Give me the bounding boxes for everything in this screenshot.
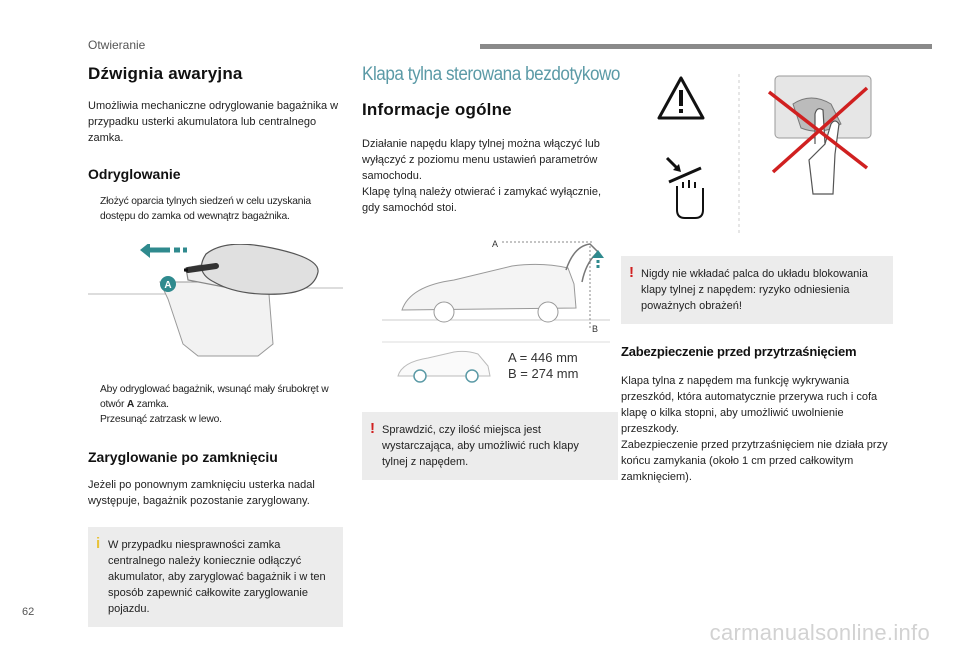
- emergency-lever-title: Dźwignia awaryjna: [88, 64, 243, 83]
- emergency-lever-intro: Umożliwia mechaniczne odryglowanie bagażnika w przypadku usterki akumulatora lub centralnego zamka.: [88, 100, 339, 144]
- unlock-steps-2: [88, 382, 343, 427]
- general-info-text-1: Działanie napędu klapy tylnej można włączyć lub wyłączyć z poziomu menu ustawień parametrów samochodu.: [362, 138, 600, 182]
- watermark: carmanualsonline.info: [709, 620, 930, 645]
- warning-icon: !: [370, 420, 375, 437]
- info-icon: i: [96, 535, 101, 552]
- unlock-step: Aby odryglować bagażnik, wsunąć mały śrubokręt w otwór A zamka.: [100, 384, 329, 410]
- lever-illustration: [88, 244, 343, 364]
- space-warning-box: [362, 412, 618, 480]
- column-antipinch: [621, 64, 893, 485]
- general-info-text-2: Klapę tylną należy otwierać i zamykać wyłącznie, gdy samochód stoi.: [362, 186, 602, 214]
- antipinch-title: Zabezpieczenie przed przytrzaśnięciem: [621, 344, 857, 359]
- no-finger-svg: [621, 64, 893, 244]
- dim-label-b: B: [592, 324, 599, 334]
- dim-b-value: B = 274 mm: [508, 366, 579, 381]
- antipinch-text-1: Klapa tylna z napędem ma funkcję wykrywania przeszkód, która automatycznie przerywa ruch i cofa klapę o kilka stopni, aby umożliwić uwolnienie przeszkody.: [621, 375, 878, 435]
- column-handsfree-tailgate: [362, 64, 618, 480]
- lock-text: Jeżeli po ponownym zamknięciu usterka nadal występuje, bagażnik pozostanie zaryglowany.: [88, 479, 315, 507]
- finger-warning-box: [621, 256, 893, 324]
- unlock-step: Złożyć oparcia tylnych siedzeń w celu uzyskania dostępu do zamka od wewnątrz bagażnika.: [100, 196, 311, 222]
- handsfree-banner: Klapa tylna sterowana bezdotykowo: [362, 64, 620, 85]
- info-box: [88, 527, 343, 627]
- page-number: 62: [22, 606, 35, 618]
- warning-icon: !: [629, 264, 634, 281]
- header-bar: [480, 44, 932, 49]
- general-info-title: Informacje ogólne: [362, 100, 512, 119]
- car-clearance-illustration: [362, 238, 618, 388]
- lever-illustration-svg: [88, 244, 343, 364]
- callout-a-label: A: [164, 280, 172, 291]
- lock-title: Zaryglowanie po zamknięciu: [88, 449, 278, 465]
- column-emergency-lever: [88, 64, 343, 627]
- car-clearance-svg: [362, 238, 618, 388]
- dim-label-a: A: [492, 239, 499, 249]
- unlock-title: Odryglowanie: [88, 166, 181, 182]
- warning-triangle-icon: [659, 78, 703, 118]
- arrow-up-icon: [592, 250, 604, 268]
- finger-warning-text: Nigdy nie wkładać palca do układu blokowania klapy tylnej z napędem: ryzyko odniesienia poważnych obrażeń!: [641, 268, 868, 312]
- hand-pinch-icon: [667, 158, 703, 218]
- section-header: Otwieranie: [88, 38, 146, 52]
- space-warning-text: Sprawdzić, czy ilość miejsca jest wystarczająca, aby umożliwić ruch klapy tylnej z napędem.: [382, 424, 579, 468]
- unlock-steps-1: [88, 194, 343, 224]
- unlock-step: Przesunąć zatrzask w lewo.: [100, 414, 222, 425]
- dim-a-value: A = 446 mm: [508, 350, 578, 365]
- no-finger-illustration: [621, 64, 893, 244]
- antipinch-text-2: Zabezpieczenie przed przytrzaśnięciem nie działa przy końcu zamykania (około 1 cm przed całkowitym zamknięciem).: [621, 439, 888, 483]
- arrow-left-icon: [140, 244, 187, 258]
- info-text: W przypadku niesprawności zamka centralnego należy koniecznie odłączyć akumulator, aby zaryglować bagażnik i w ten sposób zapewnić całkowite zaryglowanie pojazdu.: [108, 539, 326, 615]
